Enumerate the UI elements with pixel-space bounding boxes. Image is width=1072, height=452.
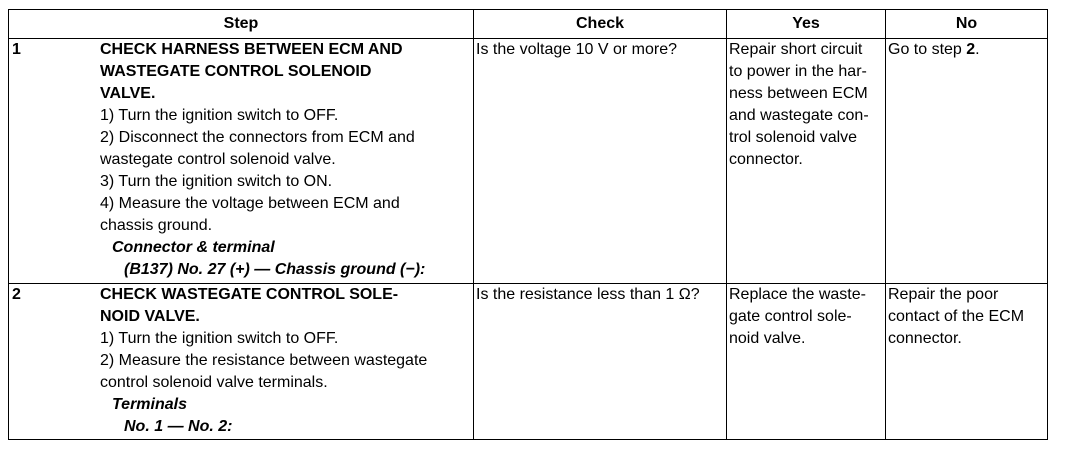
- spec-label: Connector & terminal: [112, 239, 275, 256]
- instruction-line: 4) Measure the voltage between ECM and: [100, 195, 400, 212]
- header-check: Check: [474, 10, 727, 39]
- header-row: [9, 10, 1048, 39]
- no-step-ref: 2: [966, 41, 976, 58]
- step-title-line: CHECK HARNESS BETWEEN ECM AND: [100, 41, 403, 58]
- check-question: Is the resistance less than 1 Ω?: [476, 286, 700, 303]
- instruction-line: 2) Measure the resistance between wastegate: [100, 352, 428, 369]
- yes-cell: [727, 39, 886, 284]
- no-line: contact of the ECM: [888, 308, 1025, 325]
- table-row: [9, 39, 1048, 284]
- yes-line: and wastegate con-: [729, 107, 869, 124]
- yes-line: ness between ECM: [729, 85, 868, 102]
- yes-line: noid valve.: [729, 330, 806, 347]
- no-line: Repair the poor: [888, 286, 999, 303]
- step-number: 1: [12, 41, 21, 58]
- step-number: 2: [12, 286, 21, 303]
- no-line: connector.: [888, 330, 962, 347]
- yes-line: connector.: [729, 151, 803, 168]
- header-no: No: [886, 10, 1048, 39]
- table-row: [9, 284, 1048, 440]
- no-cell: [886, 284, 1048, 440]
- yes-line: trol solenoid valve: [729, 129, 858, 146]
- step-title-line: CHECK WASTEGATE CONTROL SOLE-: [100, 286, 399, 303]
- yes-line: gate control sole-: [729, 308, 852, 325]
- instruction-line: chassis ground.: [100, 217, 213, 234]
- header-step: Step: [9, 10, 474, 39]
- header-yes: Yes: [727, 10, 886, 39]
- step-cell: [9, 284, 474, 440]
- step-body: [100, 39, 471, 281]
- step-title-line: NOID VALVE.: [100, 308, 200, 325]
- diagnostic-table: [8, 9, 1048, 440]
- check-cell: [474, 284, 727, 440]
- yes-line: Replace the waste-: [729, 286, 866, 303]
- spec-value: (B137) No. 27 (+) — Chassis ground (−):: [124, 261, 426, 278]
- step-title-line: WASTEGATE CONTROL SOLENOID: [100, 63, 372, 80]
- instruction-line: control solenoid valve terminals.: [100, 374, 328, 391]
- no-text: Go to step: [888, 41, 967, 58]
- check-cell: [474, 39, 727, 284]
- yes-line: Repair short circuit: [729, 41, 863, 58]
- instruction-line: 3) Turn the ignition switch to ON.: [100, 173, 333, 190]
- instruction-line: wastegate control solenoid valve.: [100, 151, 336, 168]
- step-cell: [9, 39, 474, 284]
- spec-value: No. 1 — No. 2:: [124, 418, 233, 435]
- instruction-line: 1) Turn the ignition switch to OFF.: [100, 330, 339, 347]
- yes-cell: [727, 284, 886, 440]
- yes-line: to power in the har-: [729, 63, 867, 80]
- step-body: [100, 284, 471, 438]
- check-question: Is the voltage 10 V or more?: [476, 41, 677, 58]
- instruction-line: 2) Disconnect the connectors from ECM and: [100, 129, 415, 146]
- no-text-suffix: .: [975, 41, 980, 58]
- instruction-line: 1) Turn the ignition switch to OFF.: [100, 107, 339, 124]
- no-cell: [886, 39, 1048, 284]
- spec-label: Terminals: [112, 396, 187, 413]
- step-title-line: VALVE.: [100, 85, 156, 102]
